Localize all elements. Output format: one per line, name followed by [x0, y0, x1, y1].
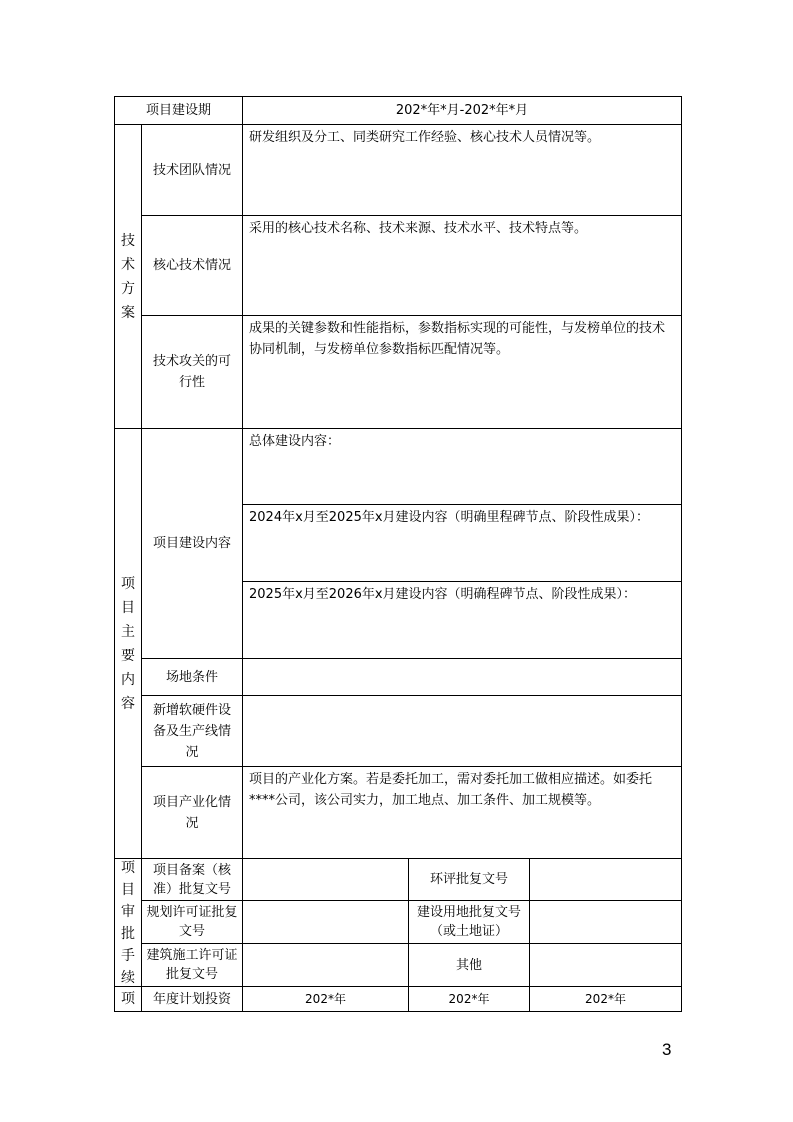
other-value	[529, 943, 682, 987]
site-conditions-label: 场地条件	[141, 658, 243, 696]
eia-approval-label: 环评批复文号	[408, 858, 530, 901]
core-tech-label: 核心技术情况	[141, 215, 243, 316]
feasibility-label: 技术攻关的可行性	[141, 315, 243, 429]
main-content-group-label: 项目主要内容	[121, 575, 135, 712]
equipment-label: 新增软硬件设备及生产线情况	[141, 695, 243, 767]
industrialization-label: 项目产业化情况	[141, 766, 243, 859]
construction-2024-2025-text: 2024年x月至2025年x月建设内容（明确里程碑节点、阶段性成果）：	[242, 504, 682, 582]
industrialization-text: 项目的产业化方案。若是委托加工，需对委托加工做相应描述。如委托****公司，该公司实力，加工地点、加工条件、加工规模等。	[242, 766, 682, 859]
construction-period-value: 202*年*月-202*年*月	[242, 96, 682, 125]
main-content-group-cell	[114, 428, 142, 859]
annual-investment-year-3: 202*年	[529, 986, 682, 1012]
overall-construction-text: 总体建设内容：	[242, 428, 682, 505]
land-use-value	[529, 900, 682, 944]
land-use-label: 建设用地批复文号（或土地证）	[408, 900, 530, 944]
tech-plan-group-cell	[114, 124, 142, 429]
planning-permit-label: 规划许可证批复文号	[141, 900, 243, 944]
approval-group-label: 项目审批手续	[121, 859, 135, 986]
site-conditions-text	[242, 658, 682, 696]
annual-investment-year-2: 202*年	[408, 986, 530, 1012]
construction-2025-2026-text: 2025年x月至2026年x月建设内容（明确程碑节点、阶段性成果）：	[242, 581, 682, 659]
filing-approval-label: 项目备案（核准）批复文号	[141, 858, 243, 901]
construction-period-label: 项目建设期	[114, 96, 243, 125]
construction-permit-label: 建筑施工许可证批复文号	[141, 943, 243, 987]
tech-team-label: 技术团队情况	[141, 124, 243, 216]
filing-approval-value	[242, 858, 409, 901]
feasibility-text: 成果的关键参数和性能指标，参数指标实现的可能性，与发榜单位的技术协同机制，与发榜单位参数指标匹配情况等。	[242, 315, 682, 429]
page-number: 3	[662, 1040, 672, 1059]
annual-investment-label: 年度计划投资	[141, 986, 243, 1012]
other-label: 其他	[408, 943, 530, 987]
construction-content-label: 项目建设内容	[141, 428, 243, 659]
core-tech-text: 采用的核心技术名称、技术来源、技术水平、技术特点等。	[242, 215, 682, 316]
tech-plan-group-label: 技术方案	[121, 232, 135, 321]
annual-investment-year-1: 202*年	[242, 986, 409, 1012]
tech-team-text: 研发组织及分工、同类研究工作经验、核心技术人员情况等。	[242, 124, 682, 216]
approval-group-cell	[114, 858, 142, 987]
construction-permit-value	[242, 943, 409, 987]
planning-permit-value	[242, 900, 409, 944]
equipment-text	[242, 695, 682, 767]
last-row-group-label: 项	[114, 986, 142, 1012]
eia-approval-value	[529, 858, 682, 901]
